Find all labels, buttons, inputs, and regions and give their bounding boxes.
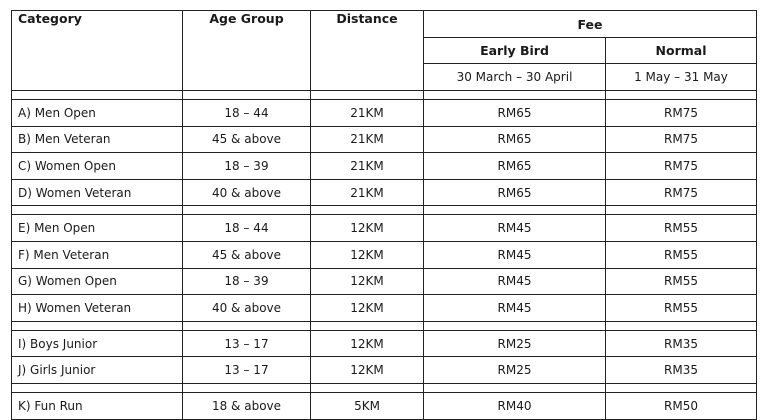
- normal-fee-cell: RM35: [606, 357, 757, 384]
- group-separator-row: [12, 321, 757, 330]
- normal-fee-cell: RM55: [606, 241, 757, 268]
- separator-cell: [183, 321, 311, 330]
- fee-table-body: [12, 91, 757, 420]
- normal-fee-cell: RM55: [606, 295, 757, 322]
- distance-cell: 5KM: [311, 392, 424, 419]
- early-bird-fee-cell: RM40: [424, 392, 606, 419]
- category-cell: D) Women Veteran: [12, 179, 183, 206]
- early-bird-fee-cell: RM45: [424, 295, 606, 322]
- separator-cell: [311, 383, 424, 392]
- table-row: [12, 126, 757, 153]
- normal-fee-cell: RM75: [606, 126, 757, 153]
- separator-cell: [183, 383, 311, 392]
- distance-cell: 12KM: [311, 295, 424, 322]
- age-group-cell: 18 – 39: [183, 153, 311, 180]
- separator-cell: [606, 91, 757, 100]
- age-group-cell: 40 & above: [183, 179, 311, 206]
- normal-fee-cell: RM75: [606, 100, 757, 127]
- header-distance: Distance: [311, 11, 424, 91]
- separator-cell: [606, 321, 757, 330]
- age-group-cell: 18 – 44: [183, 100, 311, 127]
- age-group-cell: 45 & above: [183, 126, 311, 153]
- separator-cell: [12, 206, 183, 215]
- distance-cell: 12KM: [311, 357, 424, 384]
- separator-cell: [183, 206, 311, 215]
- separator-cell: [424, 321, 606, 330]
- separator-cell: [311, 321, 424, 330]
- category-cell: I) Boys Junior: [12, 330, 183, 357]
- normal-fee-cell: RM35: [606, 330, 757, 357]
- early-bird-fee-cell: RM45: [424, 241, 606, 268]
- separator-cell: [424, 383, 606, 392]
- header-fee: Fee: [424, 11, 757, 38]
- early-bird-fee-cell: RM45: [424, 215, 606, 242]
- early-bird-fee-cell: RM65: [424, 126, 606, 153]
- distance-cell: 21KM: [311, 179, 424, 206]
- table-row: [12, 392, 757, 419]
- table-row: [12, 153, 757, 180]
- category-cell: B) Men Veteran: [12, 126, 183, 153]
- early-bird-fee-cell: RM25: [424, 357, 606, 384]
- category-cell: A) Men Open: [12, 100, 183, 127]
- group-separator-row: [12, 91, 757, 100]
- separator-cell: [12, 91, 183, 100]
- distance-cell: 12KM: [311, 241, 424, 268]
- age-group-cell: 18 – 44: [183, 215, 311, 242]
- separator-cell: [311, 91, 424, 100]
- separator-cell: [12, 321, 183, 330]
- age-group-cell: 13 – 17: [183, 330, 311, 357]
- age-group-cell: 40 & above: [183, 295, 311, 322]
- normal-fee-cell: RM55: [606, 215, 757, 242]
- header-normal: Normal: [606, 38, 757, 64]
- separator-cell: [183, 91, 311, 100]
- table-row: [12, 179, 757, 206]
- early-bird-period: 30 March – 30 April: [424, 64, 606, 91]
- normal-fee-cell: RM75: [606, 179, 757, 206]
- separator-cell: [12, 383, 183, 392]
- distance-cell: 21KM: [311, 153, 424, 180]
- distance-cell: 12KM: [311, 215, 424, 242]
- early-bird-fee-cell: RM25: [424, 330, 606, 357]
- separator-cell: [606, 206, 757, 215]
- category-cell: K) Fun Run: [12, 392, 183, 419]
- table-row: [12, 215, 757, 242]
- table-row: [12, 241, 757, 268]
- normal-fee-cell: RM55: [606, 268, 757, 295]
- fee-table: [11, 10, 757, 420]
- table-row: [12, 330, 757, 357]
- category-cell: F) Men Veteran: [12, 241, 183, 268]
- fee-table-header: [12, 11, 757, 91]
- separator-cell: [424, 206, 606, 215]
- early-bird-fee-cell: RM65: [424, 100, 606, 127]
- normal-fee-cell: RM50: [606, 392, 757, 419]
- category-cell: C) Women Open: [12, 153, 183, 180]
- table-row: [12, 100, 757, 127]
- normal-fee-cell: RM75: [606, 153, 757, 180]
- category-cell: E) Men Open: [12, 215, 183, 242]
- age-group-cell: 45 & above: [183, 241, 311, 268]
- distance-cell: 21KM: [311, 126, 424, 153]
- distance-cell: 12KM: [311, 330, 424, 357]
- header-age-group: Age Group: [183, 11, 311, 91]
- table-row: [12, 295, 757, 322]
- early-bird-fee-cell: RM45: [424, 268, 606, 295]
- separator-cell: [311, 206, 424, 215]
- header-category: Category: [12, 11, 183, 91]
- age-group-cell: 18 & above: [183, 392, 311, 419]
- separator-cell: [606, 383, 757, 392]
- category-cell: G) Women Open: [12, 268, 183, 295]
- category-cell: H) Women Veteran: [12, 295, 183, 322]
- early-bird-fee-cell: RM65: [424, 179, 606, 206]
- category-cell: J) Girls Junior: [12, 357, 183, 384]
- normal-period: 1 May – 31 May: [606, 64, 757, 91]
- header-early-bird: Early Bird: [424, 38, 606, 64]
- group-separator-row: [12, 383, 757, 392]
- distance-cell: 21KM: [311, 100, 424, 127]
- early-bird-fee-cell: RM65: [424, 153, 606, 180]
- age-group-cell: 18 – 39: [183, 268, 311, 295]
- age-group-cell: 13 – 17: [183, 357, 311, 384]
- distance-cell: 12KM: [311, 268, 424, 295]
- separator-cell: [424, 91, 606, 100]
- table-row: [12, 357, 757, 384]
- group-separator-row: [12, 206, 757, 215]
- table-row: [12, 268, 757, 295]
